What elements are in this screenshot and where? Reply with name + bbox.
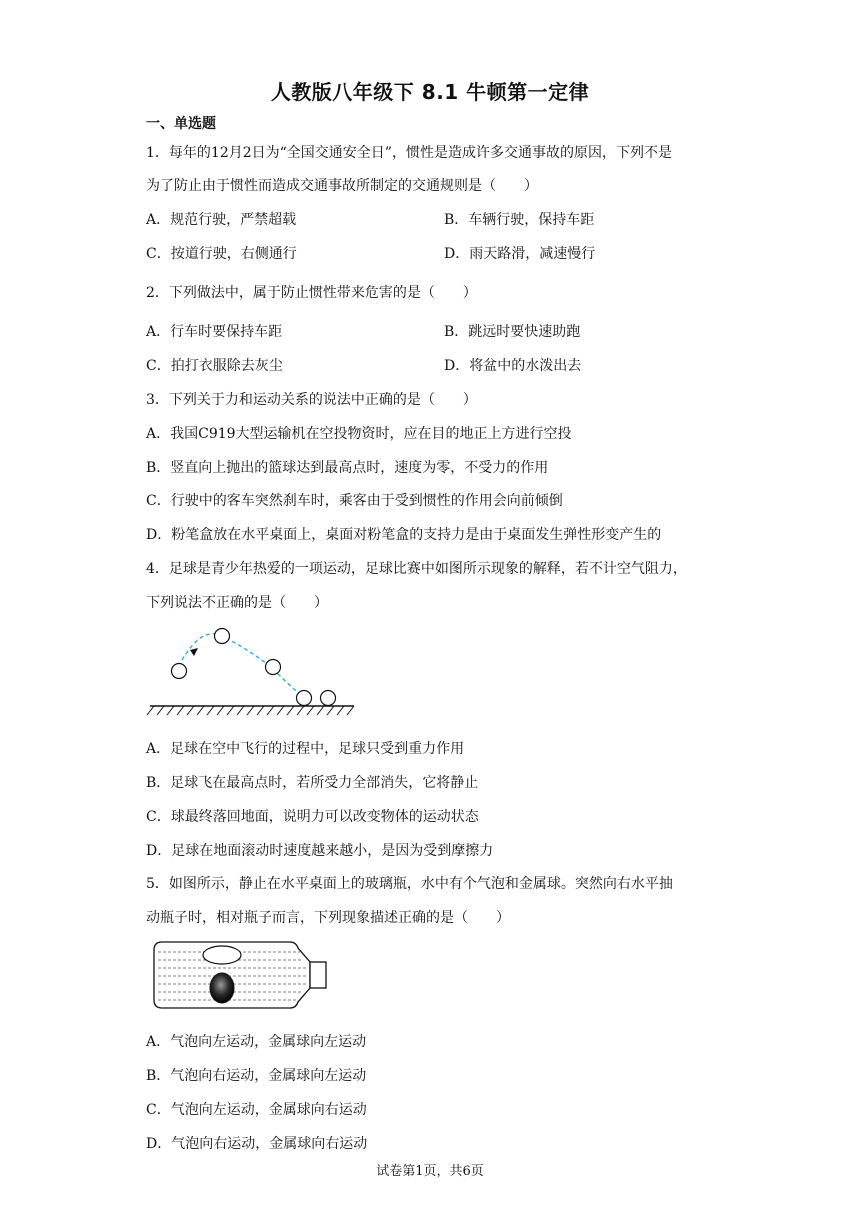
question-3-option-c: C．行驶中的客车突然刹车时，乘客由于受到惯性的作用会向前倾倒 [146,493,563,509]
question-5-option-d: D．气泡向右运动，金属球向右运动 [146,1136,368,1152]
ball-icon [172,664,187,679]
question-5-option-c: C．气泡向左运动，金属球向右运动 [146,1102,367,1118]
direction-arrow-icon [190,648,198,656]
metal-ball-icon [210,973,234,1003]
question-1-option-b: B．车辆行驶，保持车距 [444,212,595,228]
question-3-stem-line-1: 3．下列关于力和运动关系的说法中正确的是（ ） [146,392,477,408]
question-2-option-d: D．将盆中的水泼出去 [444,358,582,374]
question-1-option-c: C．按道行驶，右侧通行 [146,246,297,262]
question-4-stem-line-1: 4．足球是青少年热爱的一项运动，足球比赛中如图所示现象的解释，若不计空气阻力， [146,561,687,577]
question-4-option-c: C．球最终落回地面，说明力可以改变物体的运动状态 [146,809,479,825]
question-2-option-a: A．行车时要保持车距 [146,324,283,340]
glass-bottle-figure [150,938,334,1014]
question-4-stem-line-2: 下列说法不正确的是（ ） [146,595,328,611]
trajectory-path [182,634,302,696]
question-3-option-b: B．竖直向上抛出的篮球达到最高点时，速度为零，不受力的作用 [146,460,549,476]
page-footer: 试卷第1页，共6页 [376,1164,484,1179]
question-1-option-d: D．雨天路滑，减速慢行 [444,246,596,262]
question-4-option-b: B．足球飞在最高点时，若所受力全部消失，它将静止 [146,775,479,791]
section-heading: 一、单选题 [146,116,216,132]
question-5-stem-line-1: 5．如图所示，静止在水平桌面上的玻璃瓶，水中有个气泡和金属球。突然向右水平抽 [146,876,673,892]
bottle-cap [310,962,326,988]
question-1-stem-line-1: 1．每年的12月2日为“全国交通安全日”，惯性是造成许多交通事故的原因，下列不是 [146,145,672,161]
question-3-option-a: A．我国C919大型运输机在空投物资时，应在目的地正上方进行空投 [146,426,572,442]
question-1-option-a: A．规范行驶，严禁超载 [146,212,297,228]
question-5-option-b: B．气泡向右运动，金属球向左运动 [146,1068,367,1084]
ball-icon [321,691,336,706]
question-2-stem-line-1: 2．下列做法中，属于防止惯性带来危害的是（ ） [146,285,477,301]
ball-icon [215,629,230,644]
question-4-option-d: D．足球在地面滚动时速度越来越小，是因为受到摩擦力 [146,843,494,859]
question-2-option-b: B．跳远时要快速助跑 [444,324,581,340]
question-3-option-d: D．粉笔盒放在水平桌面上，桌面对粉笔盒的支持力是由于桌面发生弹性形变产生的 [146,527,662,543]
question-2-option-c: C．拍打衣服除去灰尘 [146,358,283,374]
football-trajectory-figure [140,620,370,720]
ball-icon [266,660,281,675]
question-5-option-a: A．气泡向左运动，金属球向左运动 [146,1034,367,1050]
ball-icon [297,691,312,706]
page-title: 人教版八年级下 8.1 牛顿第一定律 [270,80,590,104]
air-bubble-icon [203,946,241,964]
ground-hatch [147,706,354,715]
question-5-stem-line-2: 动瓶子时，相对瓶子而言，下列现象描述正确的是（ ） [146,910,510,926]
question-1-stem-line-2: 为了防止由于惯性而造成交通事故所制定的交通规则是（ ） [146,178,538,194]
question-4-option-a: A．足球在空中飞行的过程中，足球只受到重力作用 [146,741,465,757]
